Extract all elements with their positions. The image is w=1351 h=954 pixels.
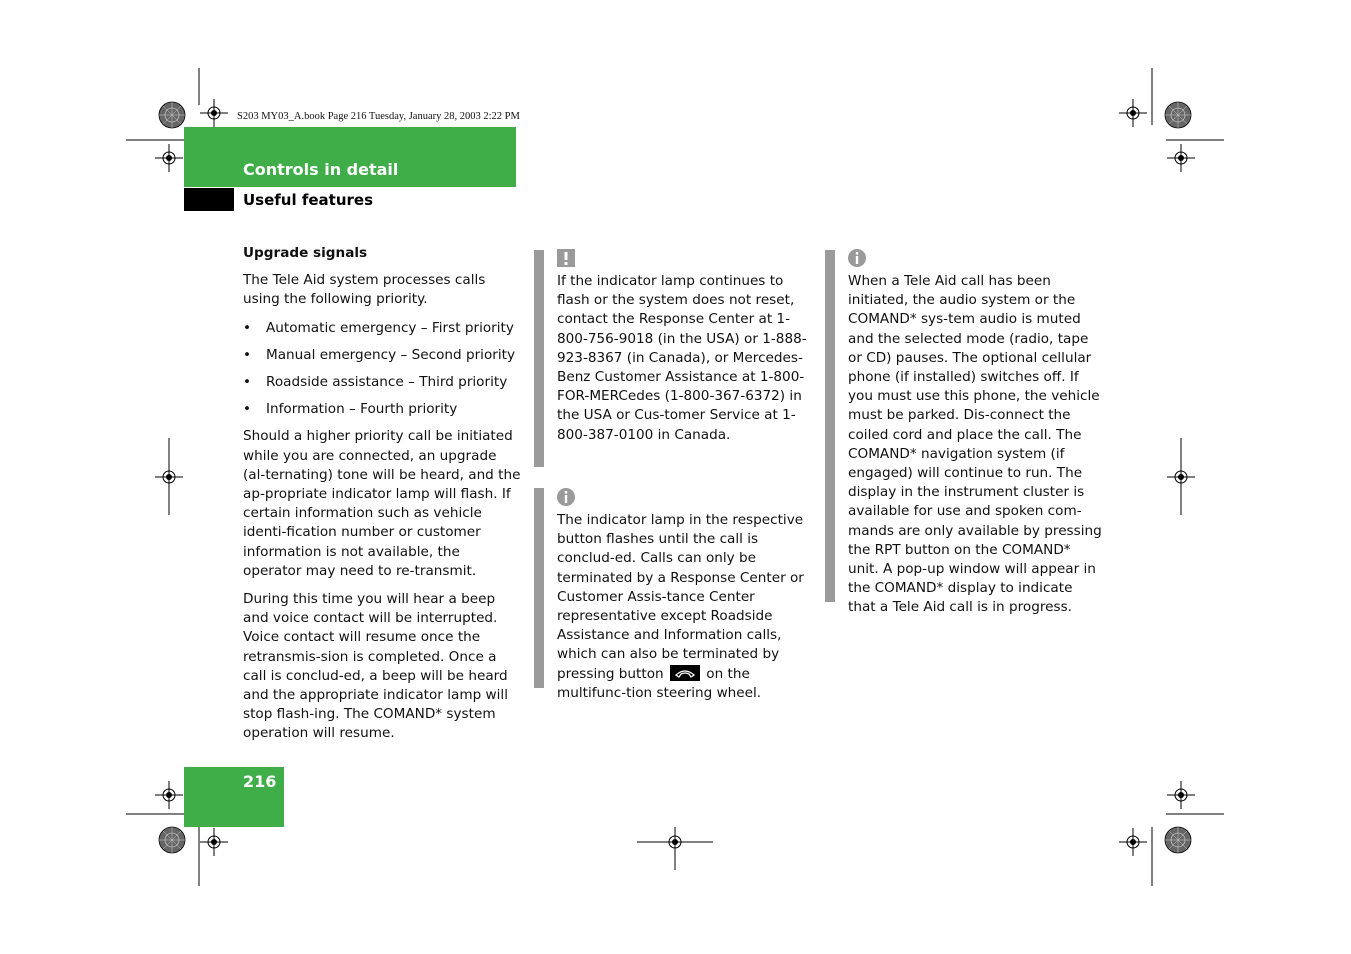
end-call-button-icon <box>670 665 700 681</box>
warning-note-bar <box>534 250 544 467</box>
subsection-title: Useful features <box>243 191 374 209</box>
info-text <box>557 511 812 703</box>
column-upgrade-signals <box>243 244 521 753</box>
warning-note <box>557 249 812 454</box>
list-item: • Manual emergency – Second priority <box>243 346 521 365</box>
info-icon <box>557 488 575 506</box>
page-number: 216 <box>243 772 277 791</box>
subsection-marker <box>184 188 234 211</box>
list-item: • Information – Fourth priority <box>243 400 521 419</box>
list-item: • Automatic emergency – First priority <box>243 319 521 338</box>
info-text-part: The indicator lamp in the respective button flashes until the call is conclud-ed. Calls can only be terminated by a Response Center or Customer Assis-tance Center representative except Roadside Assistance and Information calls, which can also be terminated by pressing button <box>557 512 804 682</box>
info-icon <box>848 249 866 267</box>
info-text: When a Tele Aid call has been initiated, the audio system or the COMAND* sys-tem audio is muted and the selected mode (radio, tape or CD) pauses. The optional cellular phone (if installed) switches off. If you must use this phone, the vehicle must be parked. Dis-connect the coiled cord and place the call. The COMAND* navigation system (if engaged) will continue to run. The display in the instrument cluster is available for use and spoken com-mands are only available by pressing the RPT button on the COMAND* unit. A pop-up window will appear in the COMAND* display to indicate that a Tele Aid call is in progress. <box>848 273 1102 616</box>
info-note-bar <box>825 250 835 602</box>
list-item: • Roadside assistance – Third priority <box>243 373 521 392</box>
info-note-1 <box>557 488 812 712</box>
warning-icon <box>557 249 575 267</box>
info-note-bar <box>534 488 544 688</box>
paragraph: Should a higher priority call be initiated while you are connected, an upgrade (al-ternating) tone will be heard, and the ap-propriate indicator lamp will flash. If certain information such as vehicle identi-fication number or customer information is not available, the operator may need to re-transmit. <box>243 428 521 579</box>
priority-list <box>243 319 521 420</box>
paragraph: During this time you will hear a beep and voice contact will be interrupted. Voice contact will resume once the retransmis-sion is completed. Once a call is conclud-ed, a beep will be heard and the appropriate indicator lamp will stop flash-ing. The COMAND* system operation will resume. <box>243 591 508 742</box>
intro-paragraph: The Tele Aid system processes calls using the following priority. <box>243 272 486 308</box>
column-heading: Upgrade signals <box>243 245 368 261</box>
info-text-part: on the multifunc-tion steering wheel. <box>557 665 762 701</box>
warning-text: If the indicator lamp continues to flash or the system does not reset, contact the Response Center at 1-800-756-9018 (in the USA) or 1-888-923-8367 (in Canada), or Mercedes-Benz Customer Assistance at 1-800-FOR-MERCedes (1-800-367-6372) in the USA or Cus-tomer Service at 1-800-387-0100 in Canada. <box>557 273 807 443</box>
print-info-line: S203 MY03_A.book Page 216 Tuesday, January 28, 2003 2:22 PM <box>237 111 520 122</box>
info-note-2 <box>848 249 1103 627</box>
section-title: Controls in detail <box>243 160 399 179</box>
